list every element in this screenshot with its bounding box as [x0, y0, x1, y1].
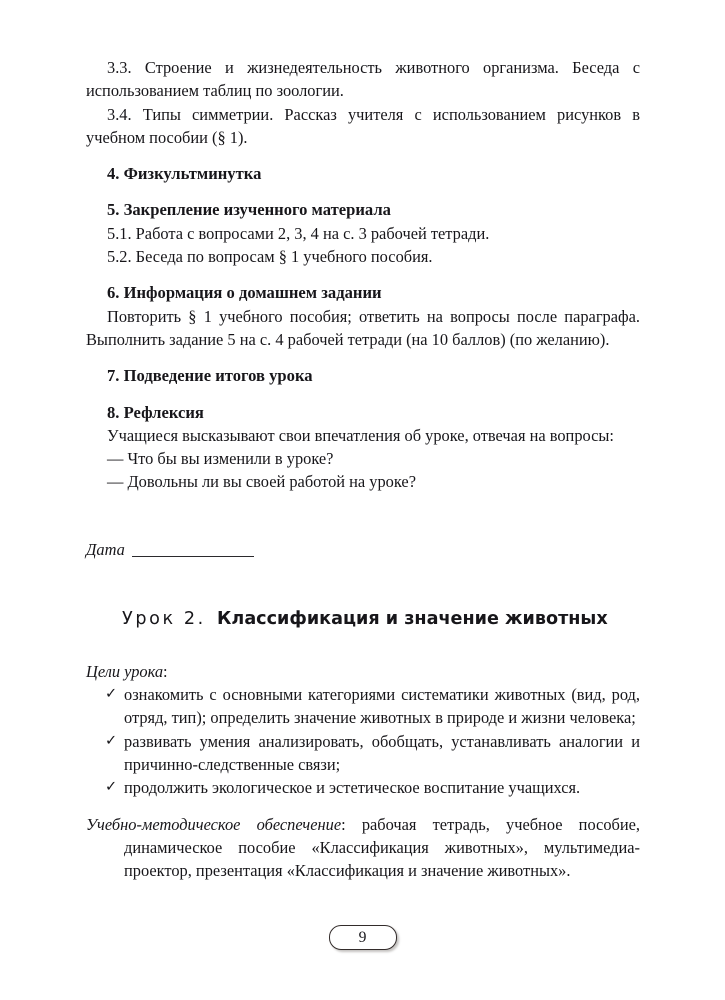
spacer [86, 185, 640, 198]
activity-paragraph-3-3: 3.3. Строение и жизнедеятельность животного организма. Беседа с использованием таблиц по зоологии. [86, 58, 640, 101]
lesson-title [86, 607, 640, 631]
section-6-paragraph: Повторить § 1 учебного пособия; ответить на вопросы после параграфа. Выполнить задание 5 на с. 4 рабочей тетради (на 10 баллов) (по желанию). [86, 306, 640, 349]
activity-paragraph-3-4: 3.4. Типы симметрии. Рассказ учителя с использованием рисунков в учебном пособии (§ 1). [86, 104, 640, 147]
spacer [86, 800, 640, 813]
section-heading-6: 6. Информация о домашнем задании [107, 283, 382, 303]
spacer [86, 631, 640, 660]
spacer [86, 351, 640, 364]
spacer [86, 149, 640, 162]
lesson-title-text: Классификация и значение животных [217, 608, 608, 629]
reflection-question-1: — Что бы вы изменили в уроке? [107, 449, 334, 469]
spacer [86, 268, 640, 281]
aims-item-text: развивать умения анализировать, обобщать, устанавливать аналогии и причинно-следственные связи; [124, 731, 640, 774]
check-icon: ✓ [105, 686, 118, 703]
spacer [86, 494, 640, 538]
page-number-badge: 9 [329, 925, 397, 950]
aims-list-item [86, 683, 640, 730]
section-5-line-1: 5.1. Работа с вопросами 2, 3, 4 на с. 3 рабочей тетради. [107, 223, 490, 243]
aims-label-text: Цели урока [86, 661, 164, 681]
spacer [86, 388, 640, 401]
check-icon: ✓ [105, 732, 118, 749]
section-heading-4: 4. Физкультминутка [107, 164, 262, 184]
section-heading-7: 7. Подведение итогов урока [107, 366, 313, 386]
reflection-question-2: — Довольны ли вы своей работой на уроке? [107, 472, 416, 492]
date-blank-rule[interactable] [132, 556, 254, 557]
date-label: Дата [86, 539, 125, 559]
aims-label-colon: : [163, 661, 168, 681]
section-8-paragraph: Учащиеся высказывают свои впечатления об уроке, отвечая на вопросы: [107, 425, 614, 445]
resources-paragraph [86, 813, 640, 883]
section-heading-8: 8. Рефлексия [107, 402, 204, 422]
date-field[interactable] [86, 538, 640, 561]
aims-list [86, 683, 640, 799]
section-5-line-2: 5.2. Беседа по вопросам § 1 учебного пособия. [107, 247, 433, 267]
lesson-number-label: Урок 2. [122, 608, 206, 629]
aims-list-item [86, 730, 640, 777]
aims-list-item [86, 776, 640, 799]
page-content [86, 56, 640, 882]
page-number-area [0, 925, 725, 950]
resources-text: : рабочая тетрадь, учебное пособие, динамическое пособие «Классификация животных», мультимедиапроектор, презентация «Классификация и значение животных». [124, 814, 640, 881]
spacer [86, 561, 640, 607]
check-icon: ✓ [105, 779, 118, 796]
aims-label [86, 660, 640, 683]
aims-item-text: продолжить экологическое и эстетическое воспитание учащихся. [124, 778, 581, 798]
section-heading-5: 5. Закрепление изученного материала [107, 200, 391, 220]
aims-item-text: ознакомить с основными категориями систематики животных (вид, род, отряд, тип); определить значение животных в природе и жизни человека; [124, 685, 640, 728]
resources-label: Учебно-методическое обеспечение [86, 814, 342, 834]
